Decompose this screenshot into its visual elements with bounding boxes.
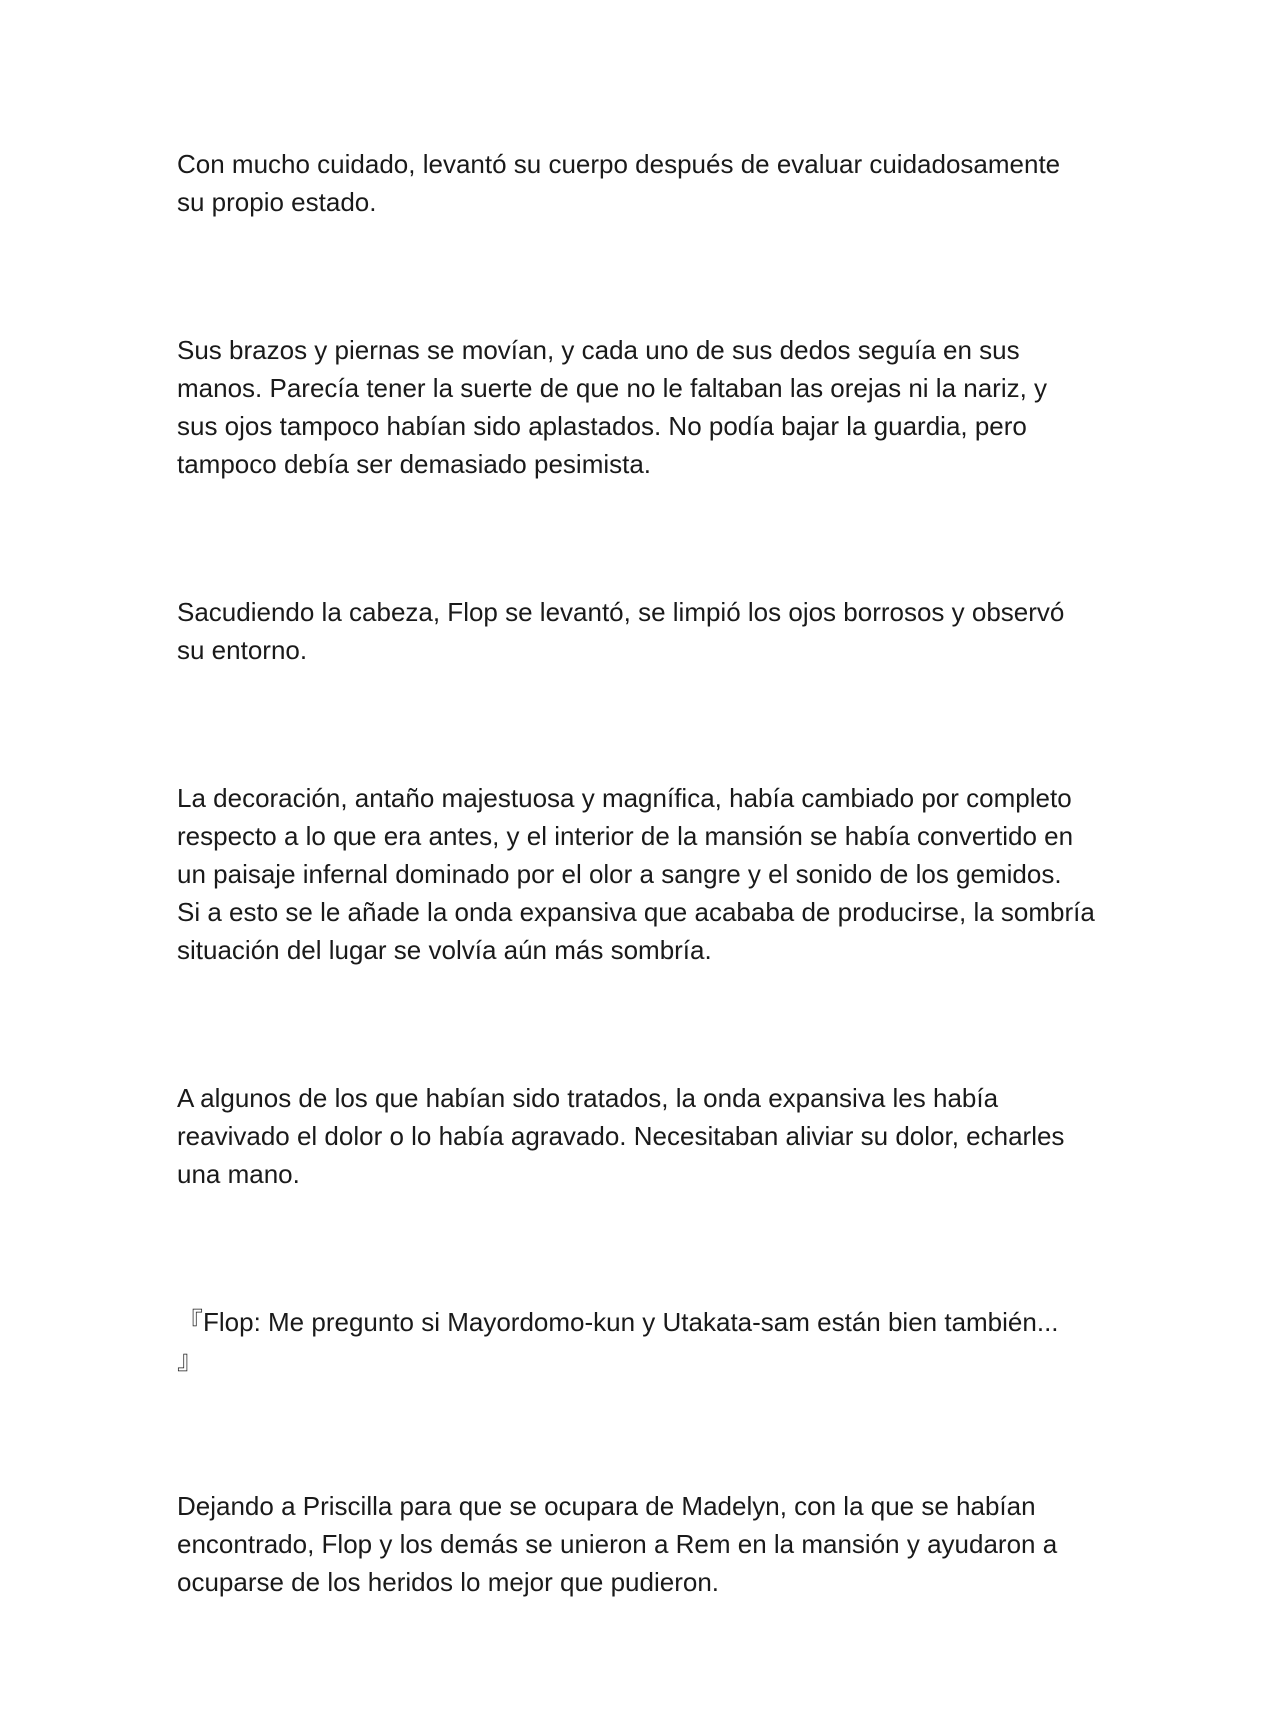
text-body	[177, 145, 1102, 1711]
paragraph-5: A algunos de los que habían sido tratados, la onda expansiva les había reavivado el dolor o lo había agravado. Necesitaban aliviar su dolor, echarles una mano.	[177, 1083, 1065, 1189]
paragraph-7: Dejando a Priscilla para que se ocupara de Madelyn, con la que se habían encontrado, Flop y los demás se unieron a Rem en la mansión y ayudaron a ocuparse de los heridos lo mejor que pudieron.	[177, 1491, 1058, 1597]
paragraph-3: Sacudiendo la cabeza, Flop se levantó, se limpió los ojos borrosos y observó su entorno.	[177, 597, 1065, 665]
paragraph-1: Con mucho cuidado, levantó su cuerpo después de evaluar cuidadosamente su propio estado.	[177, 149, 1061, 217]
paragraph-4: La decoración, antaño majestuosa y magnífica, había cambiado por completo respecto a lo que era antes, y el interior de la mansión se había convertido en un paisaje infernal dominado por el olor a sangre y el sonido de los gemidos. Si a esto se le añade la onda expansiva que acababa de producirse, la sombría situación del lugar se volvía aún más sombría.	[177, 783, 1095, 965]
dialogue-line: 『Flop: Me pregunto si Mayordomo-kun y Utakata-sam están bien también... 』	[177, 1307, 1059, 1375]
paragraph-2: Sus brazos y piernas se movían, y cada uno de sus dedos seguía en sus manos. Parecía tener la suerte de que no le faltaban las orejas ni la nariz, y sus ojos tampoco habían sido aplastados. No podía bajar la guardia, pero tampoco debía ser demasiado pesimista.	[177, 335, 1048, 479]
